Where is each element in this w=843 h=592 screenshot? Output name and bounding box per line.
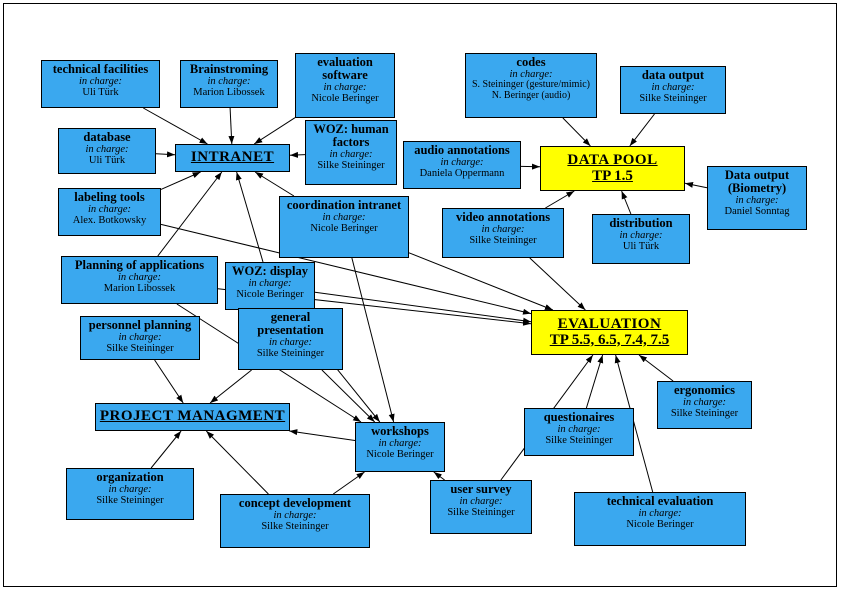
node-person: Marion Libossek <box>103 283 176 295</box>
node-data-pool[interactable] <box>540 146 685 191</box>
node-person: Nicole Beringer <box>310 223 378 235</box>
node-audio-annotations[interactable] <box>403 141 521 189</box>
node-labeling-tools[interactable] <box>58 188 161 236</box>
node-charge-label: in charge: <box>329 149 373 161</box>
node-charge-label: in charge: <box>118 332 162 344</box>
node-person: Silke Steininger <box>96 495 164 507</box>
node-person: Nicole Beringer <box>626 519 694 531</box>
node-evaluation[interactable] <box>531 310 688 355</box>
node-title: questionaires <box>543 410 615 424</box>
node-coordination-intranet[interactable] <box>279 196 409 258</box>
node-subtitle: TP 1.5 <box>592 167 633 184</box>
node-title: Data output (Biometry) <box>724 168 790 196</box>
node-distribution[interactable] <box>592 214 690 264</box>
node-title: technical evaluation <box>606 494 714 508</box>
node-charge-label: in charge: <box>323 82 367 94</box>
node-title: data output <box>641 68 705 82</box>
node-intranet[interactable] <box>175 144 290 172</box>
node-charge-label: in charge: <box>322 212 366 224</box>
node-woz-human-factors[interactable] <box>305 120 397 185</box>
node-title: database <box>83 130 131 144</box>
node-charge-label: in charge: <box>378 438 422 450</box>
node-person: Marion Libossek <box>193 87 265 99</box>
node-charge-label: in charge: <box>619 230 663 242</box>
node-charge-label: in charge: <box>638 508 682 520</box>
node-title: Planning of applications <box>74 258 205 272</box>
node-codes[interactable] <box>465 53 597 118</box>
node-charge-label: in charge: <box>85 144 129 156</box>
node-title: INTRANET <box>190 149 275 166</box>
node-data-output-biometry[interactable] <box>707 166 807 230</box>
node-charge-label: in charge: <box>651 82 695 94</box>
node-personnel-planning[interactable] <box>80 316 200 360</box>
node-title: WOZ: human factors <box>313 122 389 150</box>
node-title: coordination intranet <box>286 198 402 212</box>
node-title: PROJECT MANAGMENT <box>99 408 286 425</box>
node-person: Nicole Beringer <box>311 93 379 105</box>
node-title: organization <box>96 470 164 484</box>
node-brainstorming[interactable] <box>180 60 278 108</box>
node-person: Silke Steininger <box>106 343 174 355</box>
node-person: Silke Steininger <box>469 235 537 247</box>
node-title: audio annotations <box>414 143 510 157</box>
node-charge-label: in charge: <box>78 76 123 88</box>
node-title: user survey <box>450 482 512 496</box>
node-person: Daniel Sonntag <box>724 206 790 218</box>
node-person: Nicole Beringer <box>366 449 434 461</box>
node-concept-development[interactable] <box>220 494 370 548</box>
node-technical-evaluation[interactable] <box>574 492 746 546</box>
node-project-managment[interactable] <box>95 403 290 431</box>
node-title: labeling tools <box>74 190 145 204</box>
node-title: workshops <box>371 424 429 438</box>
node-person: Uli Türk <box>622 241 660 253</box>
node-woz-display[interactable] <box>225 262 315 310</box>
node-person: Silke Steininger <box>317 160 385 172</box>
node-person: Uli Türk <box>82 87 119 99</box>
node-title: distribution <box>609 216 673 230</box>
node-charge-label: in charge: <box>459 496 503 508</box>
node-charge-label: in charge: <box>509 69 553 81</box>
node-person: Daniela Oppermann <box>419 168 505 180</box>
node-person: Silke Steininger <box>670 408 739 420</box>
node-person: Alex. Botkowsky <box>72 215 147 227</box>
node-ergonomics[interactable] <box>657 381 752 429</box>
node-charge-label: in charge: <box>557 424 601 436</box>
node-charge-label: in charge: <box>481 224 525 236</box>
node-person: Silke Steininger <box>545 435 613 447</box>
node-person: Silke Steininger <box>639 93 707 105</box>
node-evaluation-software[interactable] <box>295 53 395 118</box>
node-charge-label: in charge: <box>273 510 317 522</box>
node-charge-label: in charge: <box>682 397 727 409</box>
node-workshops[interactable] <box>355 422 445 472</box>
node-questionaires[interactable] <box>524 408 634 456</box>
node-title: video annotations <box>455 210 551 224</box>
node-person: Nicole Beringer <box>236 289 304 301</box>
node-title: personnel planning <box>88 318 192 332</box>
node-title: codes <box>516 55 546 69</box>
node-person: Uli Türk <box>88 155 126 167</box>
node-general-presentation[interactable] <box>238 308 343 370</box>
node-title: Brainstroming <box>189 62 269 76</box>
node-title: DATA POOL <box>567 151 658 168</box>
node-planning-of-applications[interactable] <box>61 256 218 304</box>
node-person: Silke Steininger <box>256 348 325 360</box>
node-organization[interactable] <box>66 468 194 520</box>
node-title: general presentation <box>257 310 324 338</box>
node-charge-label: in charge: <box>248 278 292 290</box>
node-charge-label: in charge: <box>440 157 484 169</box>
node-title: evaluation software <box>317 55 373 83</box>
node-charge-label: in charge: <box>87 204 132 216</box>
node-charge-label: in charge: <box>108 484 152 496</box>
node-technical-facilities[interactable] <box>41 60 160 108</box>
node-title: concept development <box>238 496 352 510</box>
node-person: S. Steininger (gesture/mimic) N. Beringer (audio) <box>471 79 591 101</box>
node-person: Silke Steininger <box>447 507 515 519</box>
node-person: Silke Steininger <box>261 521 329 533</box>
node-charge-label: in charge: <box>735 195 779 207</box>
node-user-survey[interactable] <box>430 480 532 534</box>
node-title: technical facilities <box>52 62 149 76</box>
node-video-annotations[interactable] <box>442 208 564 258</box>
node-database[interactable] <box>58 128 156 174</box>
node-charge-label: in charge: <box>117 272 162 284</box>
node-charge-label: in charge: <box>207 76 251 88</box>
node-charge-label: in charge: <box>268 337 313 349</box>
node-title: EVALUATION <box>557 315 662 332</box>
node-title: ergonomics <box>673 383 736 397</box>
node-data-output[interactable] <box>620 66 726 114</box>
node-title: WOZ: display <box>231 264 309 278</box>
node-subtitle: TP 5.5, 6.5, 7.4, 7.5 <box>549 331 670 348</box>
